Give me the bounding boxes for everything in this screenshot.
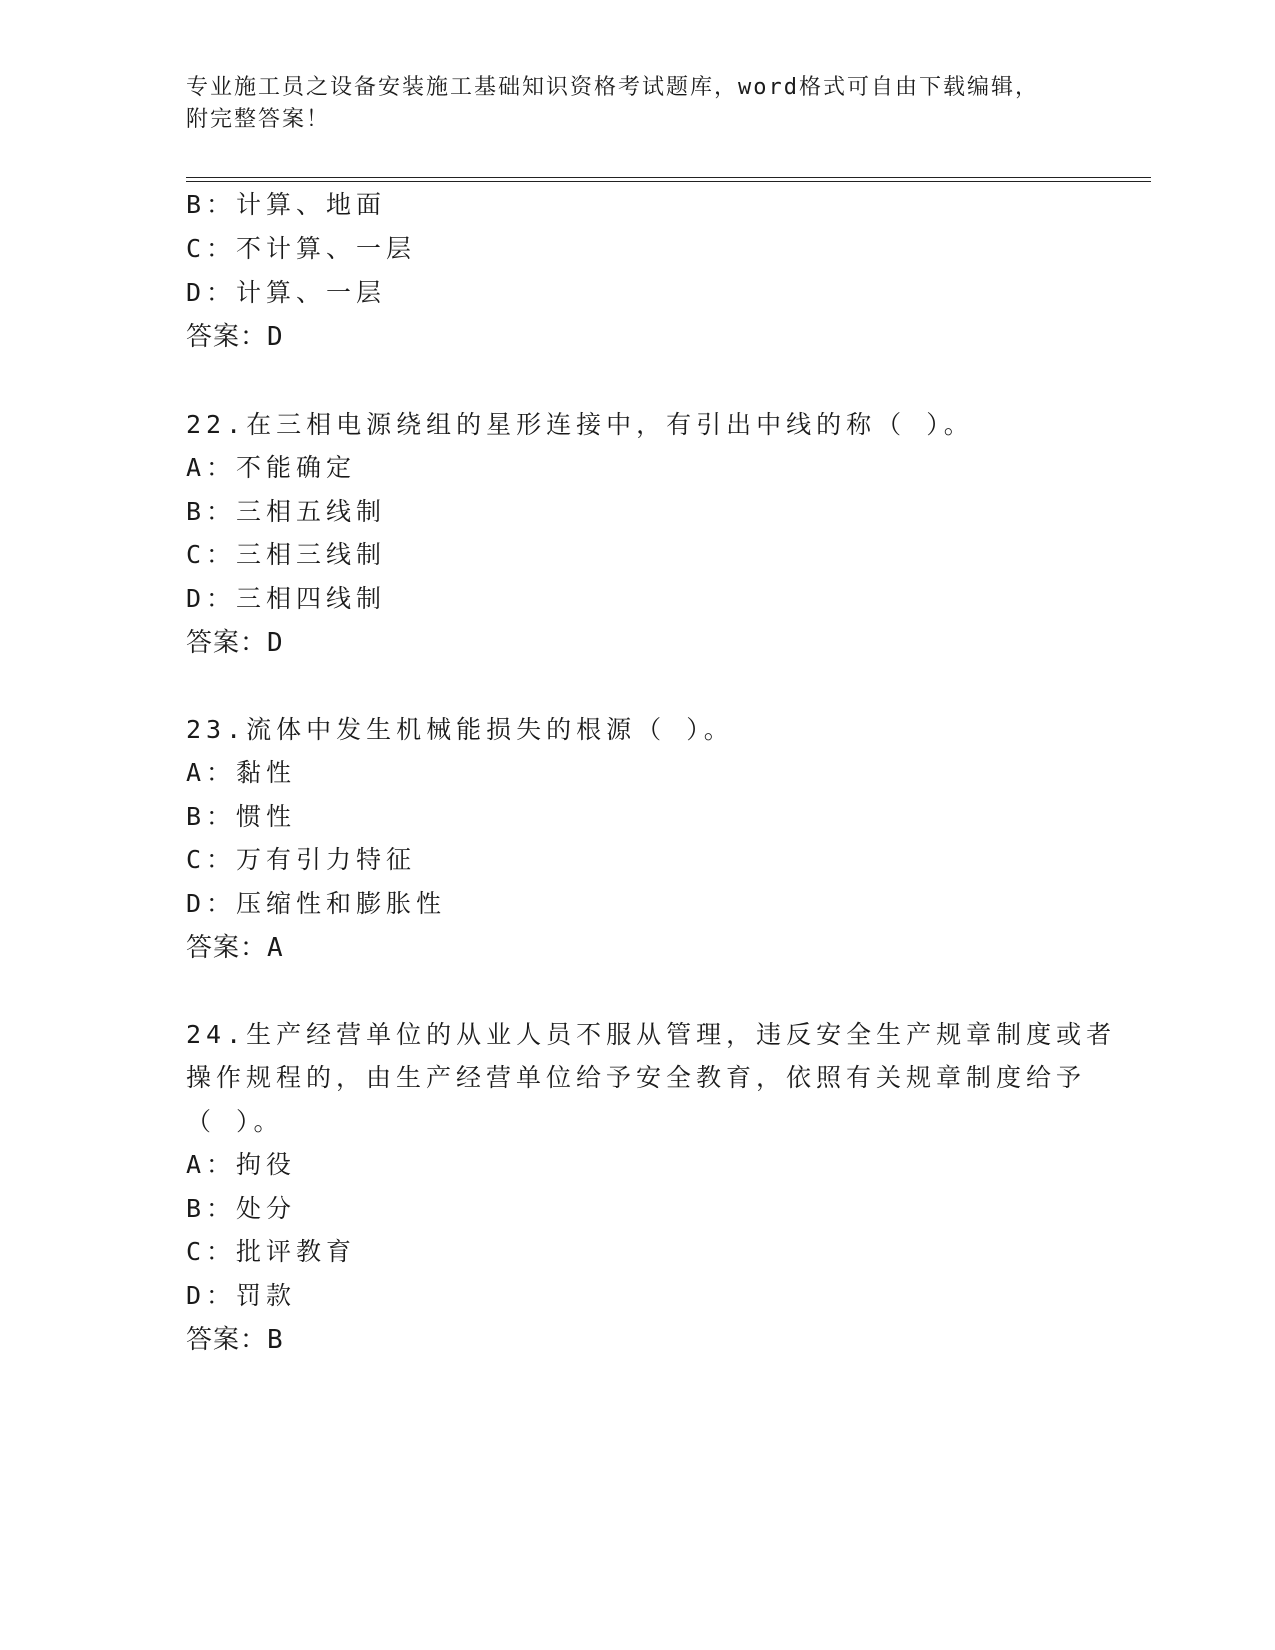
- q23-option-c: C：万有引力特征: [186, 845, 417, 874]
- q24-option-d: D：罚款: [186, 1281, 297, 1310]
- q22-option-a: A：不能确定: [186, 453, 357, 482]
- q22-option-d: D：三相四线制: [186, 584, 387, 613]
- q22-answer: 答案：D: [186, 628, 284, 658]
- q24-option-b: B：处分: [186, 1194, 297, 1223]
- q24-stem-line-2: 操作规程的，由生产经营单位给予安全教育，依照有关规章制度给予: [186, 1063, 1087, 1092]
- q21-option-c: C：不计算、一层: [186, 234, 417, 263]
- header-title-line-1: 专业施工员之设备安装施工基础知识资格考试题库，word格式可自由下载编辑，: [186, 75, 1039, 100]
- q22-stem: 22.在三相电源绕组的星形连接中，有引出中线的称（ ）。: [186, 410, 974, 439]
- header-divider-top: [186, 177, 1151, 178]
- q23-stem: 23.流体中发生机械能损失的根源（ ）。: [186, 715, 734, 744]
- q24-option-c: C：批评教育: [186, 1237, 357, 1266]
- q23-answer: 答案：A: [186, 933, 284, 963]
- q21-option-b: B：计算、地面: [186, 190, 387, 219]
- q23-option-a: A：黏性: [186, 758, 297, 787]
- q22-option-b: B：三相五线制: [186, 497, 387, 526]
- q24-answer: 答案：B: [186, 1325, 284, 1355]
- document-header: [186, 72, 1056, 136]
- q23-option-b: B：惯性: [186, 802, 297, 831]
- q22-option-c: C：三相三线制: [186, 540, 387, 569]
- q24-option-a: A：拘役: [186, 1150, 297, 1179]
- q24-stem-line-1: 24.生产经营单位的从业人员不服从管理，违反安全生产规章制度或者: [186, 1020, 1117, 1049]
- q24-stem-line-3: （ ）。: [186, 1107, 284, 1136]
- q21-option-d: D：计算、一层: [186, 278, 387, 307]
- header-title-line-2: 附完整答案！: [186, 107, 331, 132]
- q23-option-d: D：压缩性和膨胀性: [186, 889, 447, 918]
- q21-answer: 答案：D: [186, 322, 284, 352]
- header-divider-bottom: [186, 181, 1151, 182]
